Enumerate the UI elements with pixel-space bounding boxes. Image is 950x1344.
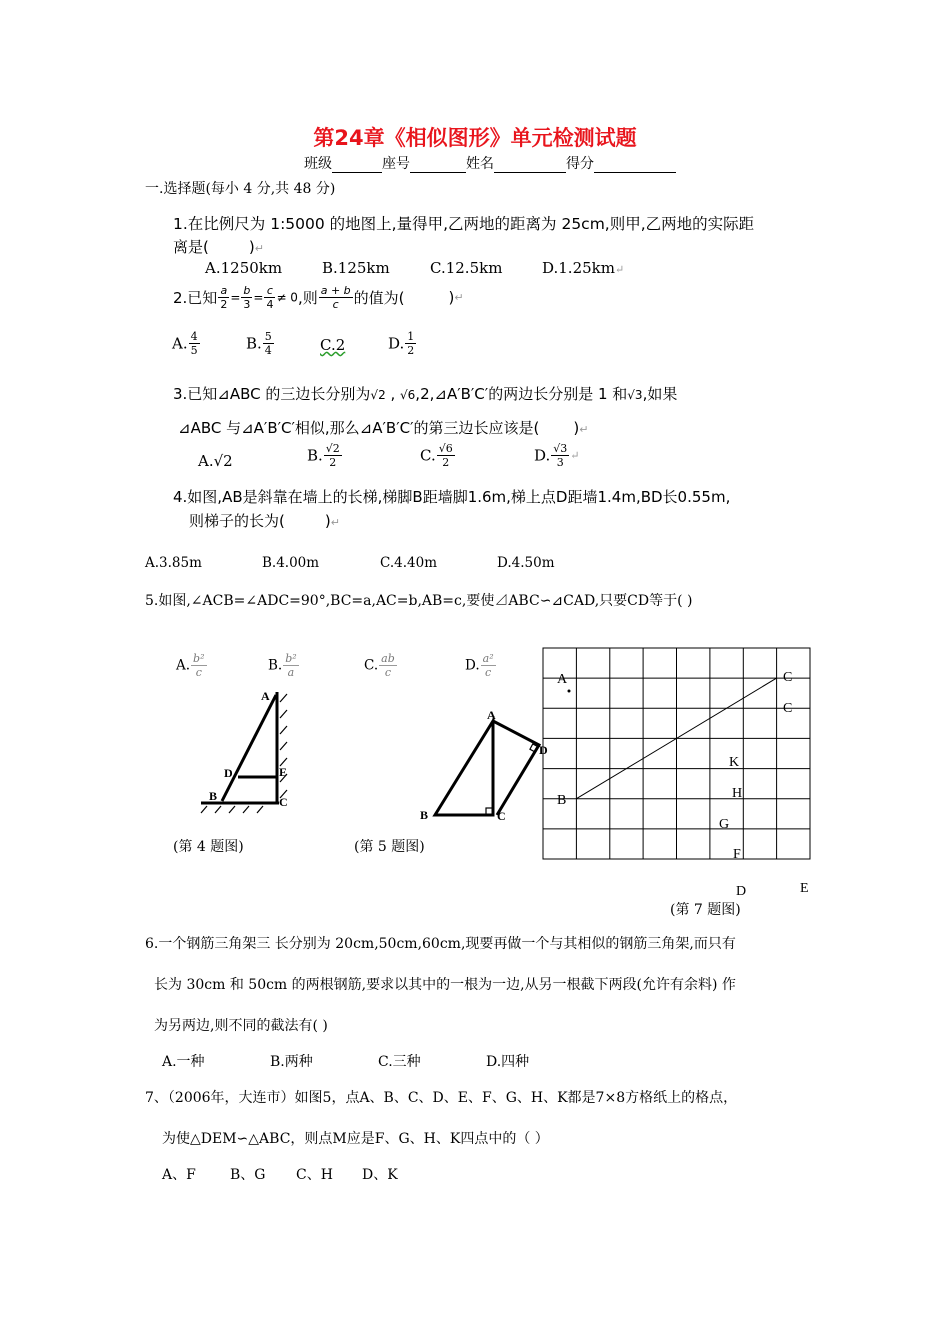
q5-option-d-frac	[481, 652, 496, 679]
q3-line1-mid: ,2,⊿A′B′C′的两边长分别是 1 和	[415, 385, 628, 403]
q1-paren: )	[248, 238, 255, 256]
q6-option-d[interactable]: D.四种	[486, 1054, 530, 1070]
q6-stem-line3: 为另两边,则不同的截法有( )	[154, 1018, 328, 1034]
q2-prefix: 2.已知	[173, 289, 218, 307]
q5-option-d[interactable]	[465, 652, 497, 679]
q1-option-d-text: D.1.25km	[542, 259, 615, 277]
fig7-label-c2: C	[783, 701, 793, 716]
q4-option-a[interactable]: A.3.85m	[145, 555, 202, 571]
q5-option-b[interactable]	[268, 652, 300, 679]
seat-label: 座号	[382, 156, 410, 172]
q2-option-a[interactable]	[172, 330, 201, 357]
q6-stem-line2: 长为 30cm 和 50cm 的两根钢筋,要求以其中的一根为一边,从另一根截下两段(允许有余料) 作	[154, 977, 736, 993]
fig4-label-e: E	[279, 765, 288, 779]
q2-stem: 2.已知 $\frac{a}{2}$ = $\frac{b}{3}$ = $\frac{c}{4}$ ≠ 0,则 $\frac{a + b}{c}$ 的值为( )↵	[173, 284, 464, 311]
fig5-label-c: C	[497, 809, 506, 823]
q4-option-d[interactable]: D.4.50m	[497, 555, 555, 571]
q3-option-b-den: 2	[329, 456, 337, 469]
q2-option-b-num: 5	[264, 330, 272, 343]
q3-root6: √6	[400, 388, 416, 402]
student-info-line	[304, 153, 676, 173]
q2-option-c[interactable]: C.2	[320, 336, 346, 354]
q5-option-d-num: a²	[482, 652, 494, 665]
q5-option-a[interactable]	[176, 652, 208, 679]
fig7-label-d: D	[736, 884, 747, 899]
score-label: 得分	[566, 156, 594, 172]
score-blank[interactable]	[594, 158, 676, 173]
q2-option-b-label: B.	[246, 334, 262, 353]
q4-paren: )	[324, 512, 331, 530]
name-blank[interactable]	[494, 158, 566, 173]
fig5-label-b: B	[420, 808, 429, 822]
q2-option-b-frac	[263, 330, 274, 357]
q3-paren: )	[573, 419, 580, 437]
name-label: 姓名	[466, 156, 494, 172]
section-heading: 一.选择题(每小 4 分,共 48 分)	[145, 181, 336, 197]
q3-option-b-num: √2	[325, 442, 340, 455]
q3-option-d-label: D.	[534, 446, 551, 465]
fig7-label-h: H	[732, 786, 743, 801]
q2-frac-c-num: c	[264, 284, 275, 298]
q3-option-b[interactable]	[307, 442, 343, 469]
fig4-label-b: B	[209, 789, 218, 803]
q4-stem-line2: 则梯子的长为( )↵	[189, 512, 340, 530]
q3-option-d-den: 3	[556, 456, 564, 469]
q2-frac-a-den: 2	[220, 298, 228, 311]
q5-option-c-frac	[379, 652, 397, 679]
q3-option-b-label: B.	[307, 446, 323, 465]
q5-stem: 5.如图,∠ACB=∠ADC=90°,BC=a,AC=b,AB=c,要使⊿ABC∽⊿CAD,只要CD等于( )	[145, 593, 693, 609]
fig7-caption: (第 7 题图)	[670, 902, 741, 918]
q5-option-d-den: c	[485, 666, 492, 679]
q4-option-b[interactable]: B.4.00m	[262, 555, 320, 571]
q1-option-a[interactable]: A.1250km	[205, 259, 283, 277]
q5-option-b-num: b²	[285, 652, 297, 665]
q2-eq1: =	[230, 290, 241, 305]
q3-option-b-frac	[324, 442, 342, 469]
q2-frac-c	[264, 284, 275, 311]
q2-option-d-den: 2	[407, 344, 415, 357]
q7-option-a[interactable]: A、F	[162, 1167, 196, 1183]
fig7-label-a: A	[557, 672, 568, 687]
q2-eq2: =	[253, 290, 264, 305]
fig7-label-b: B	[557, 793, 567, 808]
q1-option-d[interactable]: D.1.25km↵	[542, 259, 625, 277]
q2-frac-expr	[319, 284, 353, 311]
seat-blank[interactable]	[410, 158, 466, 173]
q5-option-b-label: B.	[268, 657, 283, 674]
q3-option-a[interactable]: A.√2	[198, 452, 233, 470]
fig4-ladder-ab	[222, 695, 276, 801]
q3-stem-line1: 3.已知⊿ABC 的三边长分别为√2 , √6,2,⊿A′B′C′的两边长分别是 1 和√3,如果	[173, 385, 678, 403]
q6-option-a[interactable]: A.一种	[162, 1054, 205, 1070]
fig4-caption: (第 4 题图)	[173, 839, 244, 855]
class-blank[interactable]	[332, 158, 382, 173]
q4-line2-text: 则梯子的长为(	[189, 512, 285, 530]
q2-frac-expr-num: a + b	[320, 284, 351, 297]
fig5-label-d: D	[539, 743, 548, 757]
fig5-triangle-acd	[493, 721, 539, 815]
class-label: 班级	[304, 156, 332, 172]
fig7-label-g: G	[719, 817, 730, 832]
figure-7-grid	[540, 645, 815, 915]
page-title: 第24章《相似图形》单元检测试题	[313, 126, 637, 150]
q6-option-b[interactable]: B.两种	[270, 1054, 313, 1070]
q1-stem-text: 离是(	[173, 238, 209, 256]
q2-frac-a	[218, 284, 229, 311]
q3-root3: √3	[627, 388, 643, 402]
q5-option-b-den: a	[287, 666, 295, 679]
fig5-caption: (第 5 题图)	[354, 839, 425, 855]
q3-option-c-num: √6	[438, 442, 453, 455]
q3-option-c-label: C.	[420, 446, 436, 465]
q7-stem-line2: 为使△DEM∽△ABC，则点M应是F、G、H、K四点中的（ ）	[162, 1131, 549, 1147]
q3-option-c[interactable]	[420, 442, 456, 469]
q5-option-c[interactable]	[364, 652, 398, 679]
q5-option-c-num: ab	[381, 652, 395, 665]
figure-5-triangles	[415, 705, 555, 825]
q2-mid: ,则	[297, 289, 318, 307]
q2-option-a-label: A.	[172, 334, 188, 353]
q2-option-a-num: 4	[190, 330, 198, 343]
q5-option-b-frac	[283, 652, 298, 679]
fig7-label-e: E	[800, 881, 809, 896]
q2-option-b-den: 4	[264, 344, 272, 357]
q2-option-d-label: D.	[388, 334, 405, 353]
q3-line1-pre: 3.已知⊿ABC 的三边长分别为	[173, 385, 371, 403]
q5-option-c-label: C.	[364, 657, 379, 674]
q2-paren: )	[448, 288, 455, 307]
q2-option-a-den: 5	[190, 344, 198, 357]
q2-frac-b-den: 3	[243, 298, 251, 311]
q7-option-c[interactable]: C、H	[296, 1167, 333, 1183]
q5-option-c-den: c	[384, 666, 392, 679]
fig7-point-a	[568, 690, 571, 693]
q5-option-a-den: c	[195, 666, 202, 679]
fig5-triangle-abc	[435, 721, 493, 815]
q6-option-c[interactable]: C.三种	[378, 1054, 421, 1070]
q2-option-b[interactable]	[246, 330, 275, 357]
fig5-label-a: A	[487, 708, 496, 722]
q2-frac-a-num: a	[218, 284, 229, 298]
q7-stem-line1: 7、（2006年，大连市）如图5，点A、B、C、D、E、F、G、H、K都是7×8方格纸上的格点，	[145, 1090, 738, 1106]
q3-line1-end: ,如果	[642, 385, 678, 403]
q1-option-b[interactable]: B.125km	[322, 259, 390, 277]
fig4-label-a: A	[261, 689, 270, 703]
q4-option-c[interactable]: C.4.40m	[380, 555, 437, 571]
q3-option-d-frac	[551, 442, 569, 469]
q2-option-d[interactable]	[388, 330, 417, 357]
q1-option-c[interactable]: C.12.5km	[430, 259, 503, 277]
q5-option-a-num: b²	[193, 652, 205, 665]
q3-option-d[interactable]: D. $\frac{√3}{3}$ ↵	[534, 442, 580, 469]
fig7-label-k: K	[729, 755, 740, 770]
q6-stem-line1: 6.一个钢筋三角架三 长分别为 20cm,50cm,60cm,现要再做一个与其相似的钢筋三角架,而只有	[145, 936, 736, 952]
q1-stem-line1: 1.在比例尺为 1:5000 的地图上,量得甲,乙两地的距离为 25cm,则甲,乙两地的实际距	[173, 215, 755, 233]
q5-option-a-frac	[191, 652, 206, 679]
q4-stem-line1: 4.如图,AB是斜靠在墙上的长梯,梯脚B距墙脚1.6m,梯上点D距墙1.4m,BD长0.55m,	[173, 488, 731, 506]
fig4-label-d: D	[224, 766, 233, 780]
q2-option-a-frac	[189, 330, 200, 357]
q5-option-d-label: D.	[465, 657, 480, 674]
q3-option-d-num: √3	[553, 442, 568, 455]
fig4-label-c: C	[279, 795, 288, 809]
q3-option-c-frac	[437, 442, 455, 469]
fig7-grid-lines	[543, 648, 810, 859]
q2-option-d-frac	[405, 330, 416, 357]
q2-frac-expr-den: c	[332, 298, 339, 311]
fig7-label-f: F	[733, 847, 741, 862]
q7-option-d[interactable]: D、K	[362, 1167, 398, 1183]
q3-line2-text: ⊿ABC 与⊿A′B′C′相似,那么⊿A′B′C′的第三边长应该是(	[178, 419, 540, 437]
q3-stem-line2: ⊿ABC 与⊿A′B′C′相似,那么⊿A′B′C′的第三边长应该是( )↵	[178, 419, 589, 437]
q3-option-c-den: 2	[442, 456, 450, 469]
q2-frac-b-num: b	[241, 284, 252, 298]
q5-option-a-label: A.	[176, 657, 191, 674]
q2-option-d-num: 1	[407, 330, 415, 343]
q2-suffix: 的值为(	[353, 289, 405, 307]
q7-option-b[interactable]: B、G	[230, 1167, 266, 1183]
q3-root2: √2	[370, 388, 386, 402]
q2-frac-b	[241, 284, 252, 311]
q1-stem-line2: 离是( )↵	[173, 238, 264, 256]
figure-4-ladder	[195, 680, 305, 815]
fig7-label-c1: C	[783, 670, 793, 685]
q2-frac-c-den: 4	[266, 298, 274, 311]
q2-neq: ≠ 0	[276, 290, 298, 305]
